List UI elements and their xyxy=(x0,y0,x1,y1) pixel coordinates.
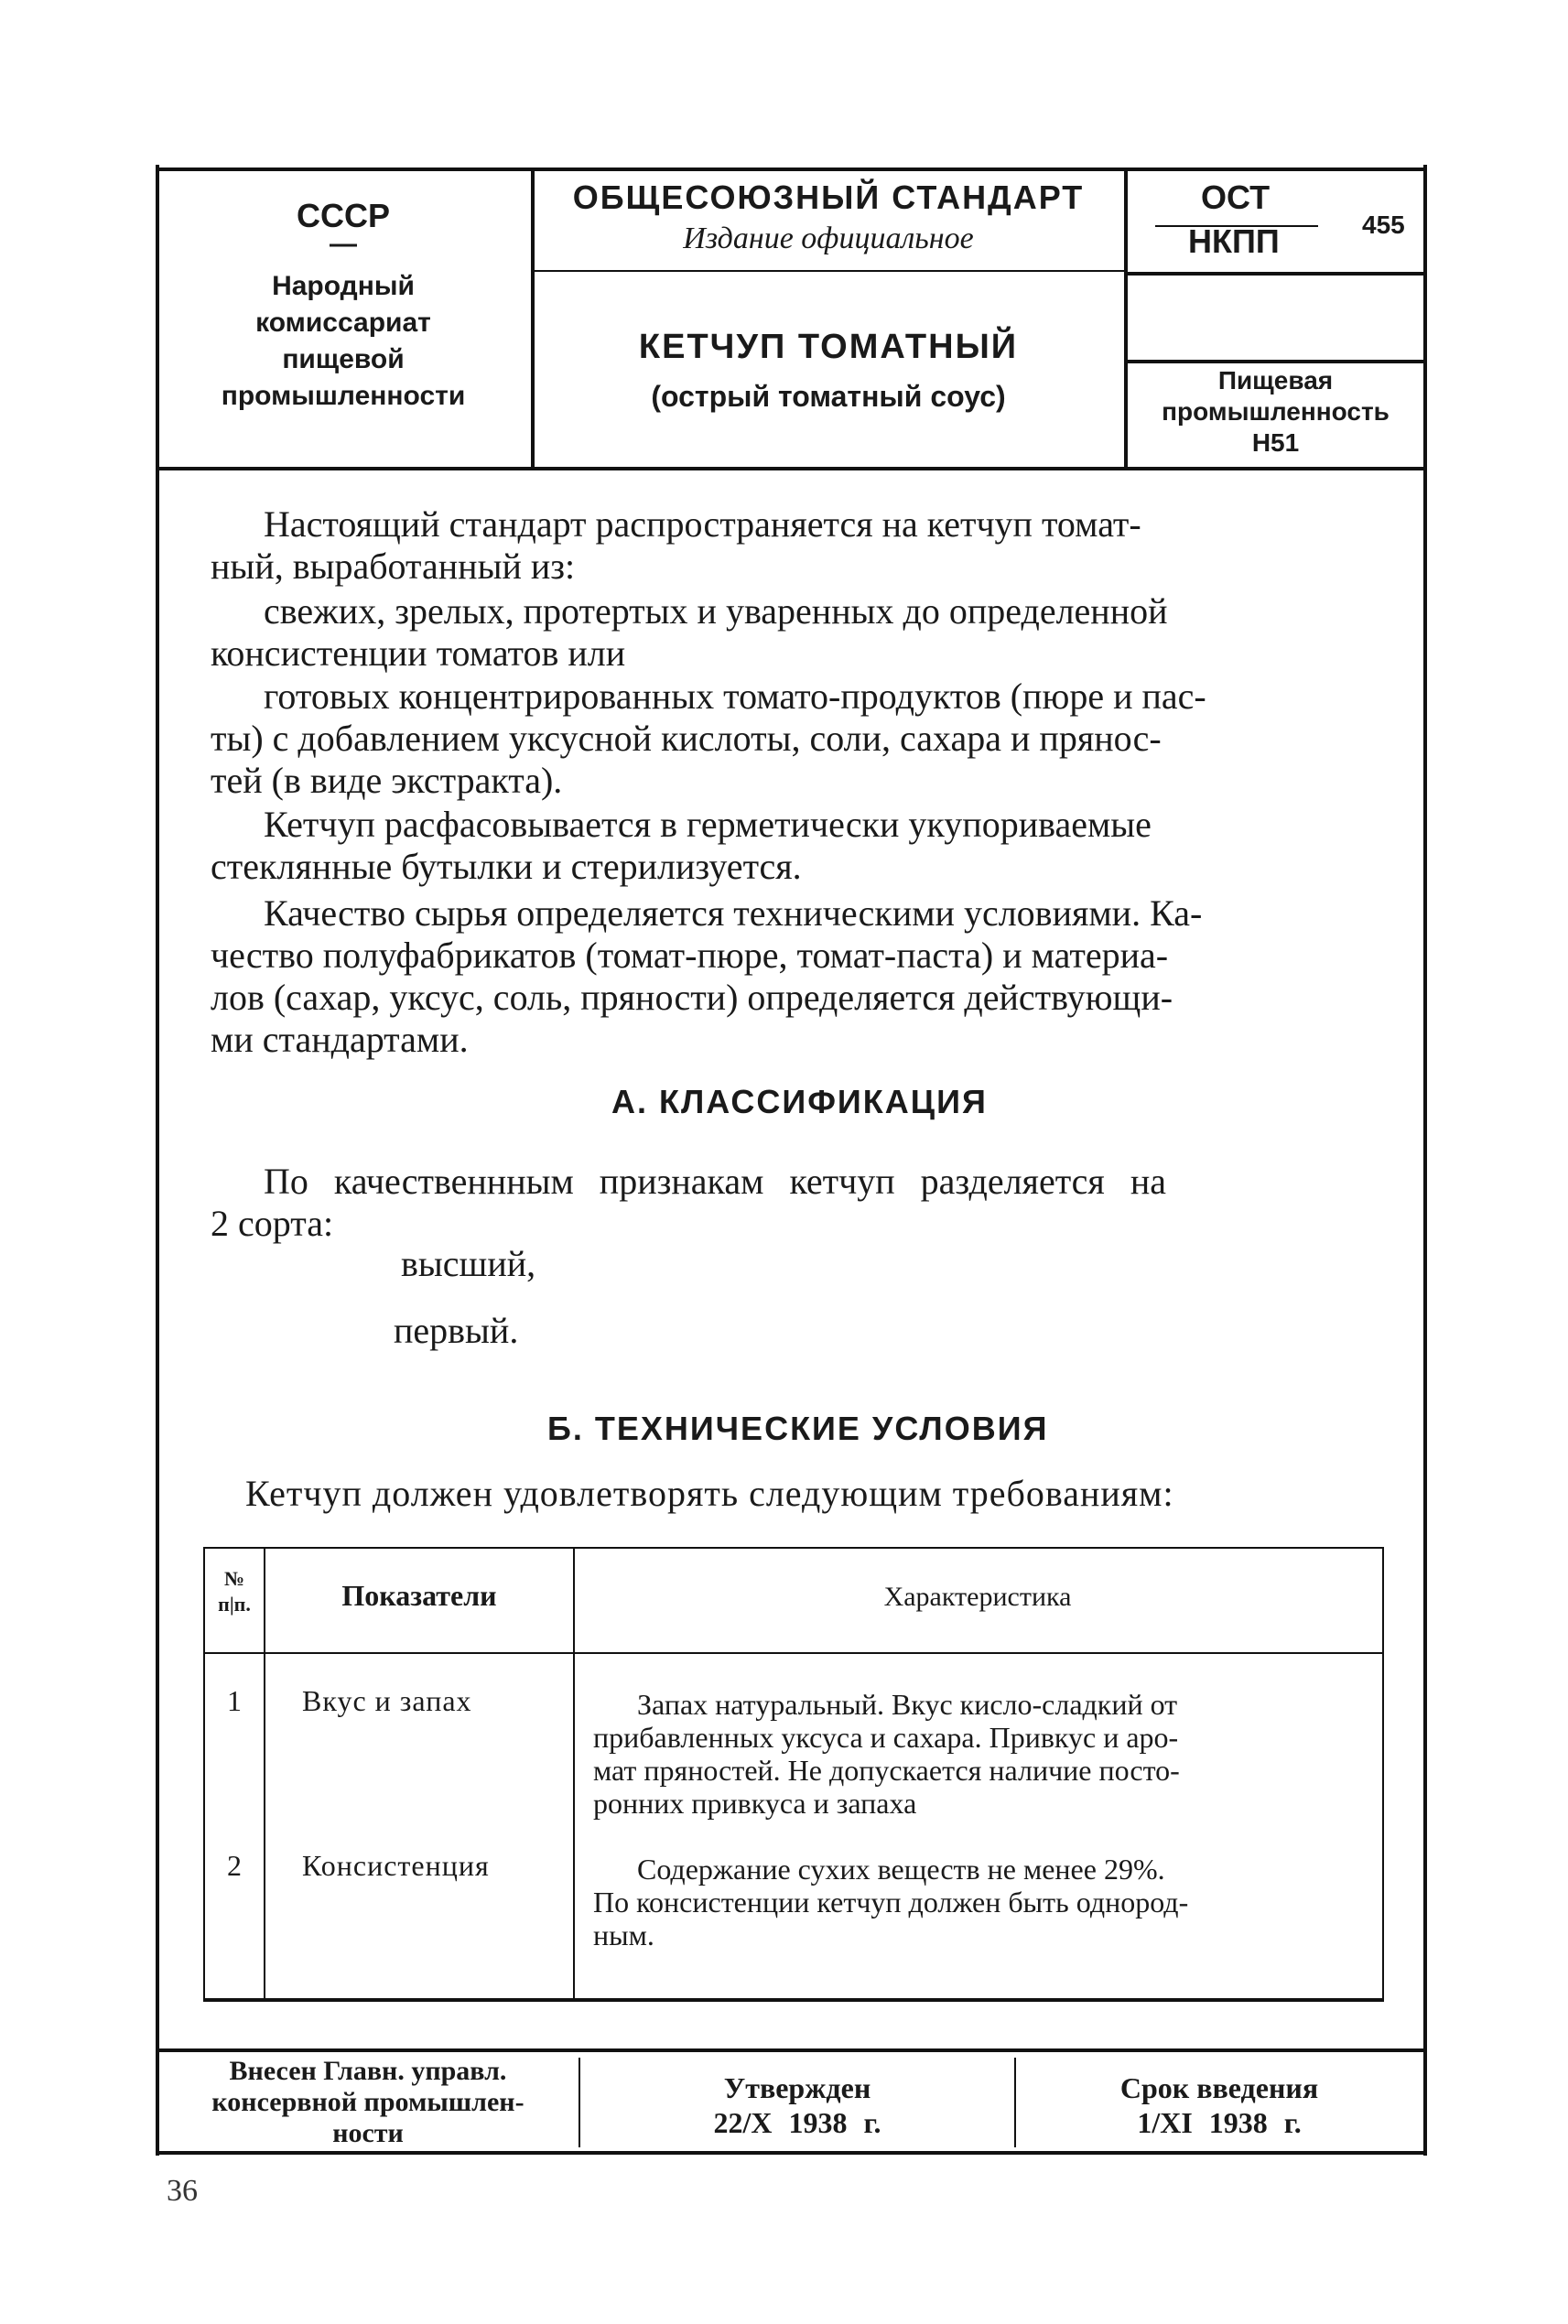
commissariat-line: пищевой xyxy=(282,344,405,374)
footer-top-rule xyxy=(156,2048,1427,2052)
grade-item: первый. xyxy=(394,1310,519,1351)
commissariat-line: комиссариат xyxy=(255,308,431,338)
frame-right-border xyxy=(1423,165,1427,2156)
section-b-heading: Б. ТЕХНИЧЕСКИЕ УСЛОВИЯ xyxy=(547,1410,1049,1447)
table-header-number-sub: п|п. xyxy=(218,1593,251,1616)
footer-divider-1 xyxy=(579,2058,580,2147)
table-row-characteristic: Запах натуральный. Вкус кисло-сладкий от прибавленных уксуса и сахара. Привкус и аро- мат пряностей. Не допускается наличие посто- ронних привкуса и запаха xyxy=(593,1688,1180,1820)
ost-label: ОСТ xyxy=(1201,178,1271,216)
footer-effective: Срок введения 1/XI 1938 г. xyxy=(1119,2071,1319,2139)
footer-approved: Утвержден 22/X 1938 г. xyxy=(713,2071,881,2139)
table-row-indicator: Вкус и запах xyxy=(302,1684,472,1717)
ost-ministry: НКПП xyxy=(1188,222,1280,260)
table-header-characteristic: Характеристика xyxy=(883,1582,1072,1612)
intro-paragraph-2: свежих, зрелых, протертых и уваренных до определенной консистенции томатов или xyxy=(211,590,1168,674)
category-line: промышленность xyxy=(1162,397,1390,426)
page-number: 36 xyxy=(167,2174,198,2208)
issuer-block xyxy=(165,197,522,415)
country-dash: — xyxy=(330,229,357,259)
header-bottom-rule xyxy=(156,467,1427,470)
standard-title: ОБЩЕСОЮЗНЫЙ СТАНДАРТ xyxy=(572,178,1085,216)
table-col-divider-2 xyxy=(573,1547,575,2000)
category-code: Н51 xyxy=(1251,428,1300,457)
section-a-heading: А. КЛАССИФИКАЦИЯ xyxy=(611,1083,988,1120)
country-name: СССР xyxy=(296,197,390,234)
table-bottom-rule xyxy=(203,1998,1384,2002)
table-header-number: № xyxy=(223,1567,245,1590)
table-row-number: 1 xyxy=(227,1684,242,1717)
table-header-rule xyxy=(203,1652,1384,1654)
footer-bottom-rule xyxy=(156,2151,1427,2155)
table-header-indicator: Показатели xyxy=(341,1579,497,1612)
table-row-characteristic: Содержание сухих веществ не менее 29%. По консистенции кетчуп должен быть однород- ным. xyxy=(593,1853,1189,1951)
intro-paragraph-5: Качество сырья определяется техническими условиями. Ка- чество полуфабрикатов (томат-пюре, томат-паста) и материа- лов (сахар, уксус, соль, пряности) определяется действующи- ми стандартами. xyxy=(211,892,1203,1060)
product-name: КЕТЧУП ТОМАТНЫЙ xyxy=(638,328,1019,366)
table-col-divider-1 xyxy=(264,1547,265,2000)
table-right-border xyxy=(1382,1547,1384,2000)
grade-item: высший, xyxy=(401,1243,536,1284)
header-middle-rule xyxy=(533,270,1124,272)
table-row-indicator: Консистенция xyxy=(302,1849,490,1882)
requirements-intro: Кетчуп должен удовлетворять следующим требованиям: xyxy=(245,1473,1174,1514)
classification-text: По качественнным признакам кетчуп разделяется на 2 сорта: xyxy=(211,1161,1166,1244)
commissariat-line: Народный xyxy=(272,271,415,301)
table-row-number: 2 xyxy=(227,1849,242,1882)
intro-paragraph-3: готовых концентрированных томато-продуктов (пюре и пас- ты) с добавлением уксусной кислоты, соли, сахара и прянос- тей (в виде экстракта). xyxy=(211,676,1206,801)
footer-submitted: Внесен Главн. управл. консервной промышлен- ности xyxy=(211,2056,524,2148)
header-right-rule-2 xyxy=(1128,360,1423,363)
category-line: Пищевая xyxy=(1217,366,1334,395)
intro-paragraph-1: Настоящий стандарт распространяется на кетчуп томат- ный, выработанный из: xyxy=(211,503,1141,587)
footer-divider-2 xyxy=(1014,2058,1016,2147)
commissariat-line: промышленности xyxy=(221,381,466,411)
header-top-rule xyxy=(156,168,1427,171)
table-top-rule xyxy=(203,1547,1384,1549)
intro-paragraph-4: Кетчуп расфасовывается в герметически укупориваемые стеклянные бутылки и стерилизуется. xyxy=(211,804,1152,887)
frame-left-border xyxy=(156,165,159,2156)
edition-label: Издание официальное xyxy=(683,222,974,255)
product-subtitle: (острый томатный соус) xyxy=(651,380,1006,413)
header-right-rule-1 xyxy=(1128,272,1423,276)
ost-number: 455 xyxy=(1362,211,1405,239)
